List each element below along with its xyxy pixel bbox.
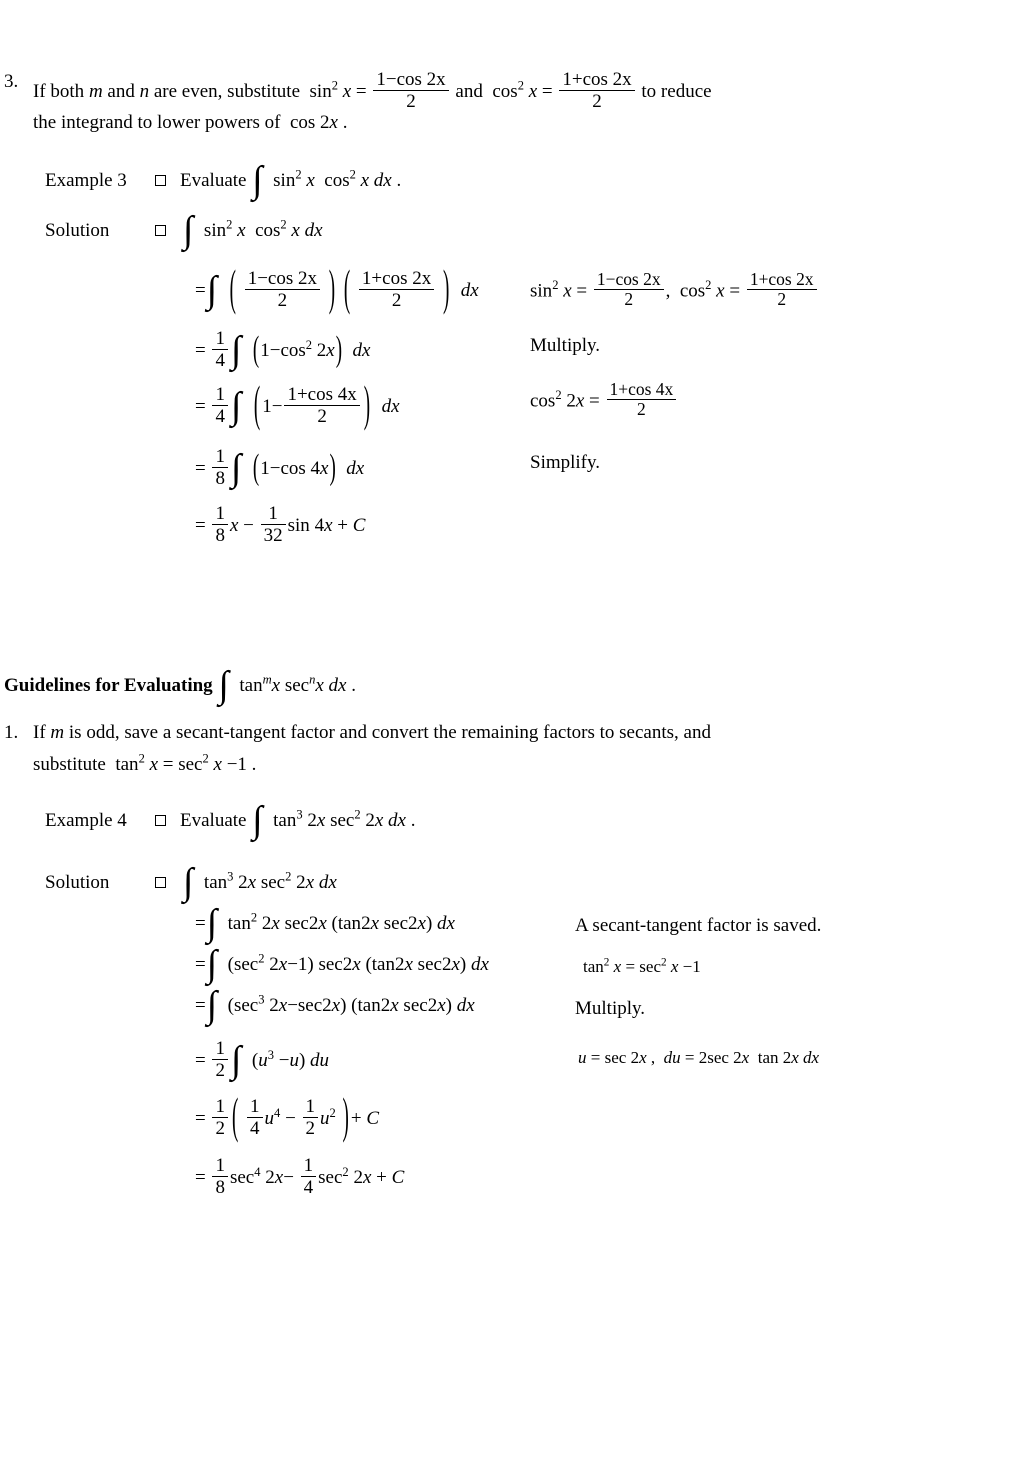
example-3-step-1: =∫ ( $\frac{1-\cos 2x}{2}$ ) ( $\frac{1+\cos 2x}{2}$ ) dx	[195, 270, 479, 314]
g3-line2-text: the integrand to lower powers of	[33, 112, 281, 133]
e4-s6-coef-2-num: 1	[303, 1154, 314, 1176]
e3-note1-frac-1-num: 1−cos 2x	[596, 268, 661, 289]
e4-s4-coef	[212, 1038, 228, 1082]
e4-s5-coef-a	[247, 1096, 263, 1140]
e4-s5-constant: C	[366, 1108, 380, 1130]
example-4-step-5: = $\frac{1}{2}$ ( $\frac{1}{4}$ $u^4$ − $\frac{1}{2}$ $u^2$ ) + C	[195, 1098, 379, 1142]
example-3-period: .	[396, 170, 402, 191]
example-4-prompt: Evaluate ∫ $\tan^3 2x$ $\sec^2 2x$ dx .	[180, 799, 416, 842]
e3-s5-coef-2	[261, 503, 286, 547]
guideline-1-number: 1.	[4, 722, 19, 743]
example-4-solution-label: Solution	[45, 872, 110, 893]
integral-icon: ∫	[206, 269, 218, 312]
example-4-period: .	[410, 810, 416, 831]
guidelines-heading-expr: $\tan^mx$ $\sec^nx$ dx	[239, 672, 347, 696]
e3-s1-frac-2-den: 2	[359, 289, 434, 311]
example-3-step-4: = $\frac{1}{8}$ ∫ (1−cos 4x) dx	[195, 445, 365, 490]
integral-icon: ∫	[230, 447, 242, 490]
right-paren: )	[442, 262, 450, 318]
e4-s4-coef-den: 2	[212, 1059, 228, 1081]
example-3-note-2: Multiply.	[530, 335, 601, 356]
e4-s6-coef-1-den: 8	[212, 1176, 228, 1198]
g3-text-a: If both	[33, 81, 85, 103]
e3-s3-frac	[284, 384, 359, 428]
e4-s5-coef-outer-num: 1	[215, 1095, 225, 1117]
example-3-solution-bullet	[155, 220, 166, 242]
e3-s3-frac-num: 1+cos 4x	[287, 383, 357, 405]
e3-note1-frac-1-den: 2	[594, 289, 664, 310]
example-4-note-1: A secant-tangent factor is saved.	[575, 915, 822, 936]
e4-s6-constant: C	[391, 1167, 405, 1189]
e3-s4-coef-num: 1	[215, 445, 225, 467]
integral-icon: ∫	[252, 799, 263, 842]
e3-s2-coef-num: 1	[215, 327, 225, 349]
guideline-3-line-1	[33, 68, 712, 115]
example-3-note-4: Simplify.	[530, 452, 601, 473]
example-3-step-5: = $\frac{1}{8}$ x − $\frac{1}{32}$ sin 4x + C	[195, 502, 366, 546]
e3-s5-coef-1	[212, 503, 228, 547]
e3-s5-coef-1-den: 8	[212, 524, 228, 546]
example-3-step-2: = $\frac{1}{4}$ ∫ ($1-\cos^2$ 2x) dx	[195, 327, 371, 372]
left-paren: (	[252, 330, 260, 371]
right-paren: )	[335, 330, 343, 371]
g3-frac-sin-den: 2	[373, 90, 448, 112]
e4-s5-coef-b-den: 2	[303, 1117, 319, 1139]
example-4-note-4: u = sec 2x , du = 2sec 2x tan 2x dx	[578, 1048, 820, 1067]
g1-line2-text: substitute	[33, 754, 106, 775]
e3-s3-coef	[212, 384, 228, 428]
right-paren: )	[363, 378, 371, 434]
e4-s6-coef-2-den: 4	[301, 1176, 317, 1198]
e3-s4-coef-den: 8	[212, 467, 228, 489]
e4-s5-coef-a-num: 1	[250, 1095, 260, 1117]
example-3-note-1: $\sin^2 x$ = $\frac{1-\cos 2x}{2}$ , $\cos^2 x$ = $\frac{1+\cos 2x}{2}$	[530, 272, 819, 312]
g3-var-m: m	[88, 81, 103, 103]
e3-note1-frac-2-den: 2	[747, 289, 817, 310]
e4-s5-coef-a-den: 4	[247, 1117, 263, 1139]
integral-icon: ∫	[218, 664, 229, 707]
guideline-1-line-1	[33, 722, 711, 744]
example-3-solution-label: Solution	[45, 220, 110, 241]
example-3-bullet	[155, 170, 166, 192]
left-paren: (	[343, 262, 351, 318]
g3-fraction-sin	[373, 69, 448, 113]
e4-s5-coef-b	[303, 1096, 319, 1140]
g3-frac-cos-den: 2	[559, 90, 634, 112]
e4-s4-coef-num: 1	[215, 1037, 225, 1059]
g3-frac-cos-num: 1+cos 2x	[562, 68, 632, 90]
e3-s3-coef-den: 4	[212, 405, 228, 427]
e3-note1-frac-1	[594, 270, 664, 310]
example-4-note-3: Multiply.	[575, 998, 646, 1019]
g3-var-n: n	[139, 81, 150, 103]
example-4-step-3: =∫ ($\sec^3$ 2x−sec2x) (tan2x sec2x) dx	[195, 984, 475, 1027]
e3-s4-coef	[212, 446, 228, 490]
example-4-note-2: $\tan^2 x = \sec^2 x -1$	[583, 956, 701, 976]
example-3-step-0: ∫ $\sin^2 x$ $\cos^2 x$ dx	[183, 209, 323, 252]
g3-cos-sq-x: $\cos^2 x$ =	[492, 78, 553, 103]
example-4-verb: Evaluate	[180, 810, 247, 831]
e3-s2-coef	[212, 328, 228, 372]
e3-s5-coef-1-num: 1	[215, 502, 225, 524]
e3-s3-frac-den: 2	[284, 405, 359, 427]
g1-line2-expr: $\tan^2 x = \sec^2 x -1$	[115, 751, 247, 775]
e3-s2-coef-den: 4	[212, 349, 228, 371]
g3-text-c: are even, substitute	[153, 81, 301, 103]
g3-text-d: to reduce	[641, 81, 712, 103]
example-4-step-0: ∫ $\tan^3 2x$ $\sec^2 2x$ dx	[183, 861, 337, 904]
g1-text-a: If	[33, 722, 46, 743]
example-3-step-3: = $\frac{1}{4}$ ∫ ( 1− $\frac{1+\cos 4x}{2}$ ) dx	[195, 386, 400, 430]
left-paren: (	[253, 378, 261, 434]
right-paren: )	[329, 448, 336, 489]
example-3-verb: Evaluate	[180, 170, 247, 191]
integral-icon: ∫	[183, 209, 194, 252]
e4-s6-coef-1-num: 1	[215, 1154, 225, 1176]
example-3-label: Example 3	[45, 170, 127, 191]
guidelines-heading	[4, 664, 356, 707]
integral-icon: ∫	[206, 984, 218, 1027]
e3-s1-frac-1-den: 2	[245, 289, 320, 311]
guideline-3-line-2	[33, 112, 347, 134]
e3-note3-frac-num: 1+cos 4x	[609, 378, 674, 399]
guideline-1-line-2	[33, 751, 257, 776]
integral-icon: ∫	[230, 1039, 242, 1082]
g1-text-b: is odd, save a secant-tangent factor and convert the remaining factors to secants, and	[68, 722, 711, 743]
e3-note3-frac-den: 2	[607, 399, 677, 420]
example-4-step-1: =∫ $\tan^2 2x$ sec2x (tan2x sec2x) dx	[195, 902, 455, 945]
integral-icon: ∫	[252, 159, 263, 202]
e4-s6-coef-2	[301, 1155, 317, 1199]
right-paren: )	[328, 262, 336, 318]
e3-note1-frac-2-num: 1+cos 2x	[749, 268, 814, 289]
example-3-note-3: $\cos^2 2x$ = $\frac{1+\cos 4x}{2}$	[530, 382, 678, 422]
g1-line2-period: .	[251, 754, 257, 775]
e4-s5-coef-outer	[212, 1096, 228, 1140]
e3-s1-frac-1	[245, 268, 320, 312]
g3-sin-sq-x: $\sin^2 x$ =	[309, 78, 367, 103]
e3-s5-coef-2-num: 1	[268, 502, 278, 524]
g3-text-and: and	[455, 81, 483, 103]
e4-s5-coef-outer-den: 2	[212, 1117, 228, 1139]
g3-frac-sin-num: 1−cos 2x	[376, 68, 446, 90]
guidelines-heading-text: Guidelines for Evaluating	[4, 675, 213, 696]
guideline-3-number: 3.	[4, 71, 19, 92]
left-paren: (	[252, 448, 260, 489]
example-4-solution-bullet	[155, 872, 166, 894]
e4-s6-coef-1	[212, 1155, 228, 1199]
left-paren: (	[231, 1090, 239, 1146]
right-paren: )	[342, 1090, 349, 1146]
g1-var-m: m	[50, 722, 65, 743]
e3-s1-frac-1-num: 1−cos 2x	[247, 267, 318, 289]
e4-s5-coef-b-num: 1	[305, 1095, 316, 1117]
integral-icon: ∫	[206, 943, 218, 986]
e3-constant: C	[352, 515, 366, 537]
example-4-step-4: = $\frac{1}{2}$ ∫ $(u^3 -u)$ du	[195, 1037, 330, 1082]
integral-icon: ∫	[183, 861, 194, 904]
e3-s3-coef-num: 1	[215, 383, 225, 405]
e3-s5-coef-2-den: 32	[261, 524, 286, 546]
e3-s1-frac-2	[359, 268, 434, 312]
e3-note3-frac	[607, 380, 677, 420]
example-4-step-6: = $\frac{1}{8}$ $\sec^4 2x-$ $\frac{1}{4}$ $\sec^2 2x + C$	[195, 1154, 405, 1198]
guidelines-heading-period: .	[351, 675, 356, 696]
e3-s1-frac-2-num: 1+cos 2x	[361, 267, 432, 289]
example-4-bullet	[155, 810, 166, 832]
g3-line2-period: .	[342, 112, 348, 133]
example-4-label: Example 4	[45, 810, 127, 831]
integral-icon: ∫	[206, 902, 218, 945]
g3-line2-expr: cos 2x	[289, 112, 338, 133]
integral-icon: ∫	[230, 329, 242, 372]
example-4-step-2: =∫ ($\sec^2$ 2x−1) sec2x (tan2x sec2x) dx	[195, 943, 489, 986]
e3-note1-frac-2	[747, 270, 817, 310]
g3-text-b: and	[107, 81, 135, 103]
left-paren: (	[229, 262, 236, 318]
g3-fraction-cos	[559, 69, 634, 113]
integral-icon: ∫	[230, 385, 242, 428]
example-3-prompt: Evaluate ∫ $\sin^2 x$ $\cos^2 x$ dx .	[180, 159, 402, 202]
